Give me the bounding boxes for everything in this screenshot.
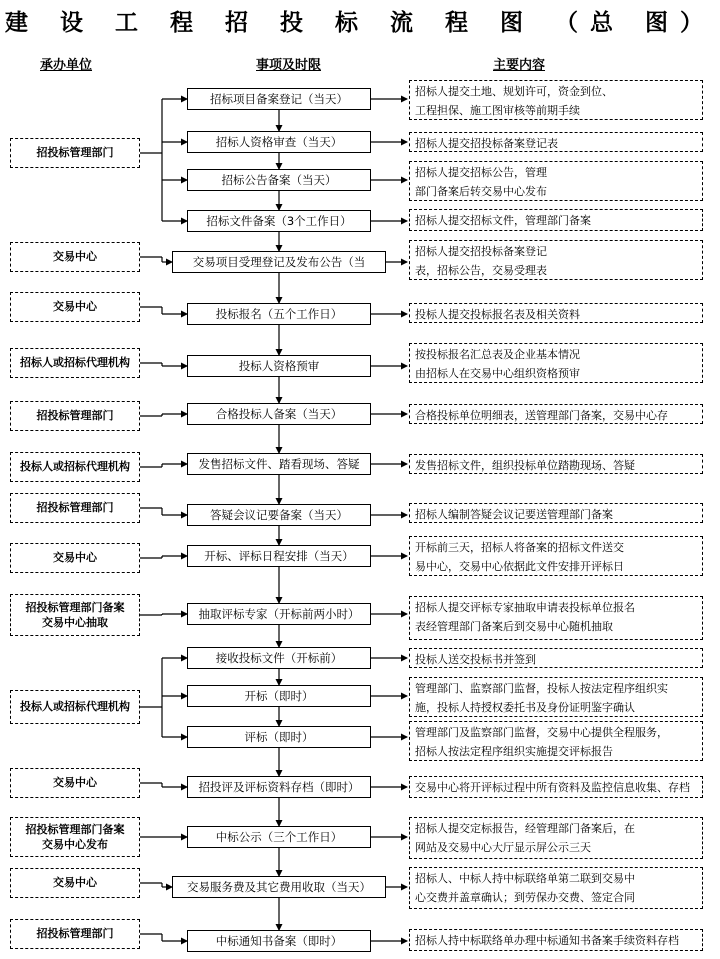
step-box: 合格投标人备案（当天） xyxy=(187,403,371,425)
step-box: 交易项目受理登记及发布公告（当 xyxy=(172,251,386,273)
step-box: 投标人资格预审 xyxy=(187,355,371,377)
step-box: 招标文件备案（3个工作日） xyxy=(187,210,371,232)
unit-box: 交易中心 xyxy=(10,768,140,798)
header-step: 事项及时限 xyxy=(256,58,322,73)
content-box: 管理部门、监察部门监督，投标人按法定程序组织实 施，投标人持授权委托书及身份证明鉴字确认 xyxy=(409,677,703,717)
step-box: 开标（即时） xyxy=(187,685,371,707)
step-box: 招投评及评标资料存档（即时） xyxy=(187,776,371,798)
unit-box: 交易中心 xyxy=(10,242,140,272)
step-box: 投标报名（五个工作日） xyxy=(187,303,371,325)
content-box: 招标人提交招标公告，管理 部门备案后转交易中心发布 xyxy=(409,161,703,201)
step-box: 招标项目备案登记（当天） xyxy=(187,88,371,110)
step-box: 招标公告备案（当天） xyxy=(187,169,371,191)
header-content: 主要内容 xyxy=(493,58,546,73)
step-box: 交易服务费及其它费用收取（当天） xyxy=(172,876,386,898)
content-box: 招标人编制答疑会议记要送管理部门备案 xyxy=(409,503,703,523)
content-box: 按投标报名汇总表及企业基本情况 由招标人在交易中心组织资格预审 xyxy=(409,343,703,383)
unit-box: 投标人或招标代理机构 xyxy=(10,452,140,482)
step-box: 发售招标文件、踏看现场、答疑 xyxy=(187,453,371,475)
page-title: 建 设 工 程 招 投 标 流 程 图 （总 图） xyxy=(4,10,716,36)
content-box: 合格投标单位明细表，送管理部门备案，交易中心存 xyxy=(409,404,703,424)
content-box: 招标人提交招标文件，管理部门备案 xyxy=(409,209,703,231)
step-box: 中标通知书备案（即时） xyxy=(187,930,371,952)
content-box: 管理部门及监察部门监督，交易中心提供全程服务， 招标人按法定程序组织实施提交评标报告 xyxy=(409,721,703,761)
content-box: 投标人提交投标报名表及相关资料 xyxy=(409,303,703,323)
step-box: 评标（即时） xyxy=(187,726,371,748)
content-box: 招标人提交招投标备案登记表 xyxy=(409,132,703,152)
header-unit: 承办单位 xyxy=(40,58,93,73)
unit-box: 招投标管理部门备案 交易中心发布 xyxy=(10,817,140,857)
content-box: 招标人提交定标报告，经管理部门备案后，在 网站及交易中心大厅显示屏公示三天 xyxy=(409,817,703,859)
content-box: 招标人提交评标专家抽取申请表投标单位报名 表经管理部门备案后到交易中心随机抽取 xyxy=(409,596,703,640)
content-box: 投标人送交投标书并签到 xyxy=(409,648,703,668)
content-box: 招标人提交招投标备案登记 表，招标公告，交易受理表 xyxy=(409,240,703,280)
content-box: 交易中心将开评标过程中所有资料及监控信息收集、存档 xyxy=(409,776,703,798)
unit-box: 投标人或招标代理机构 xyxy=(10,690,140,724)
content-box: 发售招标文件，组织投标单位踏勘现场、答疑 xyxy=(409,454,703,474)
content-box: 招标人、中标人持中标联络单第二联到交易中 心交费并盖章确认；到劳保办交费、签定合同 xyxy=(409,867,703,909)
step-box: 中标公示（三个工作日） xyxy=(187,826,371,848)
content-box: 招标人持中标联络单办理中标通知书备案手续资料存档 xyxy=(409,929,703,951)
unit-box: 招投标管理部门 xyxy=(10,493,140,523)
unit-box: 交易中心 xyxy=(10,868,140,898)
step-box: 抽取评标专家（开标前两小时） xyxy=(187,603,371,625)
step-box: 答疑会议记要备案（当天） xyxy=(187,504,371,526)
unit-box: 招投标管理部门备案 交易中心抽取 xyxy=(10,594,140,636)
unit-box: 招投标管理部门 xyxy=(10,919,140,949)
unit-box: 交易中心 xyxy=(10,543,140,573)
unit-box: 交易中心 xyxy=(10,292,140,322)
step-box: 开标、评标日程安排（当天） xyxy=(187,545,371,567)
unit-box: 招投标管理部门 xyxy=(10,138,140,168)
step-box: 招标人资格审查（当天） xyxy=(187,131,371,153)
content-box: 开标前三天，招标人将备案的招标文件送交 易中心，交易中心依据此文件安排开评标日 xyxy=(409,536,703,576)
step-box: 接收投标文件（开标前） xyxy=(187,647,371,669)
content-box: 招标人提交土地、规划许可，资金到位、 工程担保、施工图审核等前期手续 xyxy=(409,80,703,120)
unit-box: 招标人或招标代理机构 xyxy=(10,348,140,378)
unit-box: 招投标管理部门 xyxy=(10,401,140,431)
